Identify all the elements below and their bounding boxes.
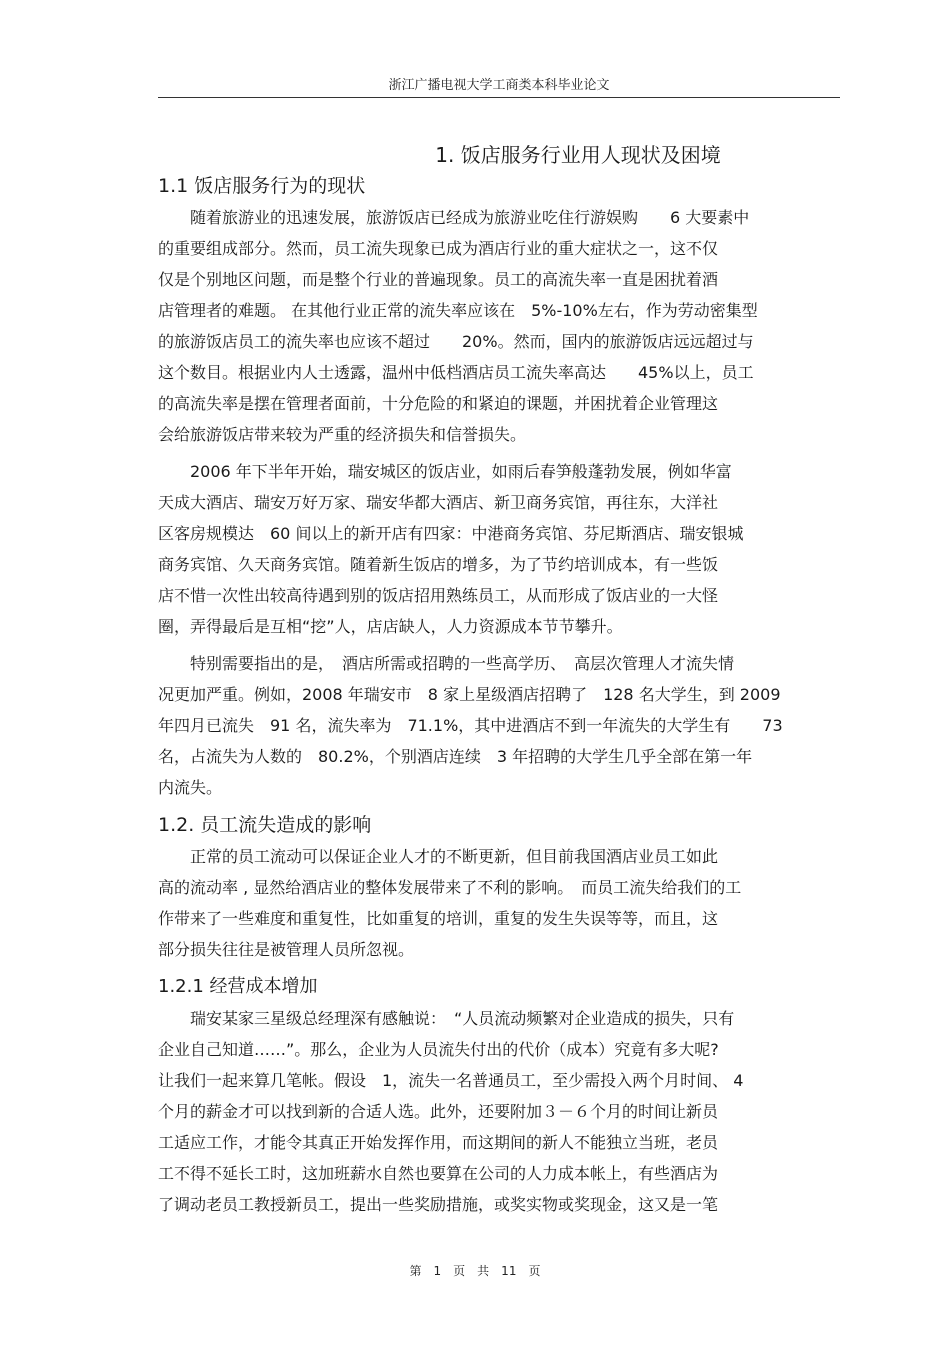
text-line: 圈，弄得最后是互相“挖”人，店店缺人，人力资源成本节节攀升。: [158, 617, 623, 636]
paragraph: [158, 648, 848, 803]
text-line: 特别需要指出的是， 酒店所需或招聘的一些高学历、 高层次管理人才流失情: [158, 654, 735, 673]
text-line: 工不得不延长工时，这加班薪水自然也要算在公司的人力成本帐上，有些酒店为: [158, 1164, 719, 1183]
text-line: 会给旅游饭店带来较为严重的经济损失和信誉损失。: [158, 425, 527, 444]
text-line: 的旅游饭店员工的流失率也应该不超过 20%。然而，国内的旅游饭店远远超过与: [158, 332, 754, 351]
text-line: 2006 年下半年开始，瑞安城区的饭店业，如雨后春笋般蓬勃发展，例如华富: [158, 462, 732, 481]
text-line: 的重要组成部分。然而，员工流失现象已成为酒店行业的重大症状之一，这不仅: [158, 239, 719, 258]
chapter-title: 1. 饭店服务行业用人现状及困境: [435, 143, 721, 167]
text-line: 个月的薪金才可以找到新的合适人选。此外，还要附加３－６个月的时间让新员: [158, 1102, 719, 1121]
text-line: 年四月已流失 91 名，流失率为 71.1%，其中进酒店不到一年流失的大学生有 73: [158, 716, 783, 735]
section-heading: 1.1 饭店服务行为的现状: [158, 175, 366, 197]
paragraph: [158, 456, 848, 642]
text-line: 商务宾馆、久天商务宾馆。随着新生饭店的增多，为了节约培训成本，有一些饭: [158, 555, 719, 574]
section-heading: 1.2. 员工流失造成的影响: [158, 814, 372, 836]
text-line: 这个数目。根据业内人士透露，温州中低档酒店员工流失率高达 45%以上，员工: [158, 363, 754, 382]
text-line: 了调动老员工教授新员工，提出一些奖励措施，或奖实物或奖现金，这又是一笔: [158, 1195, 719, 1214]
paragraph: [158, 841, 848, 965]
text-line: 正常的员工流动可以保证企业人才的不断更新，但目前我国酒店业员工如此: [158, 847, 719, 866]
section-heading: 1.2.1 经营成本增加: [158, 976, 318, 997]
text-line: 工适应工作，才能令其真正开始发挥作用，而这期间的新人不能独立当班，老员: [158, 1133, 719, 1152]
header-rule: [158, 97, 840, 98]
text-line: 仅是个别地区问题，而是整个行业的普遍现象。员工的高流失率一直是困扰着酒: [158, 270, 719, 289]
paragraph: [158, 202, 848, 450]
running-header: 浙江广播电视大学工商类本科毕业论文: [388, 78, 610, 93]
text-line: 天成大酒店、瑞安万好万家、瑞安华都大酒店、新卫商务宾馆，再往东，大洋社: [158, 493, 719, 512]
text-line: 随着旅游业的迅速发展，旅游饭店已经成为旅游业吃住行游娱购 6 大要素中: [158, 208, 750, 227]
text-line: 况更加严重。例如，2008 年瑞安市 8 家上星级酒店招聘了 128 名大学生，到 2009: [158, 685, 781, 704]
text-line: 部分损失往往是被管理人员所忽视。: [158, 940, 415, 959]
text-line: 店不惜一次性出较高待遇到别的饭店招用熟练员工，从而形成了饭店业的一大怪: [158, 586, 719, 605]
text-line: 内流失。: [158, 778, 223, 797]
text-line: 的高流失率是摆在管理者面前，十分危险的和紧迫的课题，并困扰着企业管理这: [158, 394, 719, 413]
paragraph: [158, 1003, 848, 1220]
text-line: 店管理者的难题。 在其他行业正常的流失率应该在 5%-10%左右，作为劳动密集型: [158, 301, 758, 320]
page-footer: 第 1 页 共 11 页: [409, 1264, 541, 1278]
text-line: 作带来了一些难度和重复性，比如重复的培训，重复的发生失误等等，而且，这: [158, 909, 719, 928]
body-content: [158, 140, 848, 1226]
text-line: 区客房规模达 60 间以上的新开店有四家：中港商务宾馆、芬尼斯酒店、瑞安银城: [158, 524, 744, 543]
text-line: 名，占流失为人数的 80.2%，个别酒店连续 3 年招聘的大学生几乎全部在第一年: [158, 747, 753, 766]
text-line: 瑞安某家三星级总经理深有感触说： “人员流动频繁对企业造成的损失，只有: [158, 1009, 735, 1028]
text-line: 让我们一起来算几笔帐。假设 1，流失一名普通员工，至少需投入两个月时间、 4: [158, 1071, 744, 1090]
text-line: 企业自己知道……”。那么，企业为人员流失付出的代价（成本）究竟有多大呢?: [158, 1040, 719, 1059]
text-line: 高的流动率 , 显然给酒店业的整体发展带来了不利的影响。 而员工流失给我们的工: [158, 878, 742, 897]
